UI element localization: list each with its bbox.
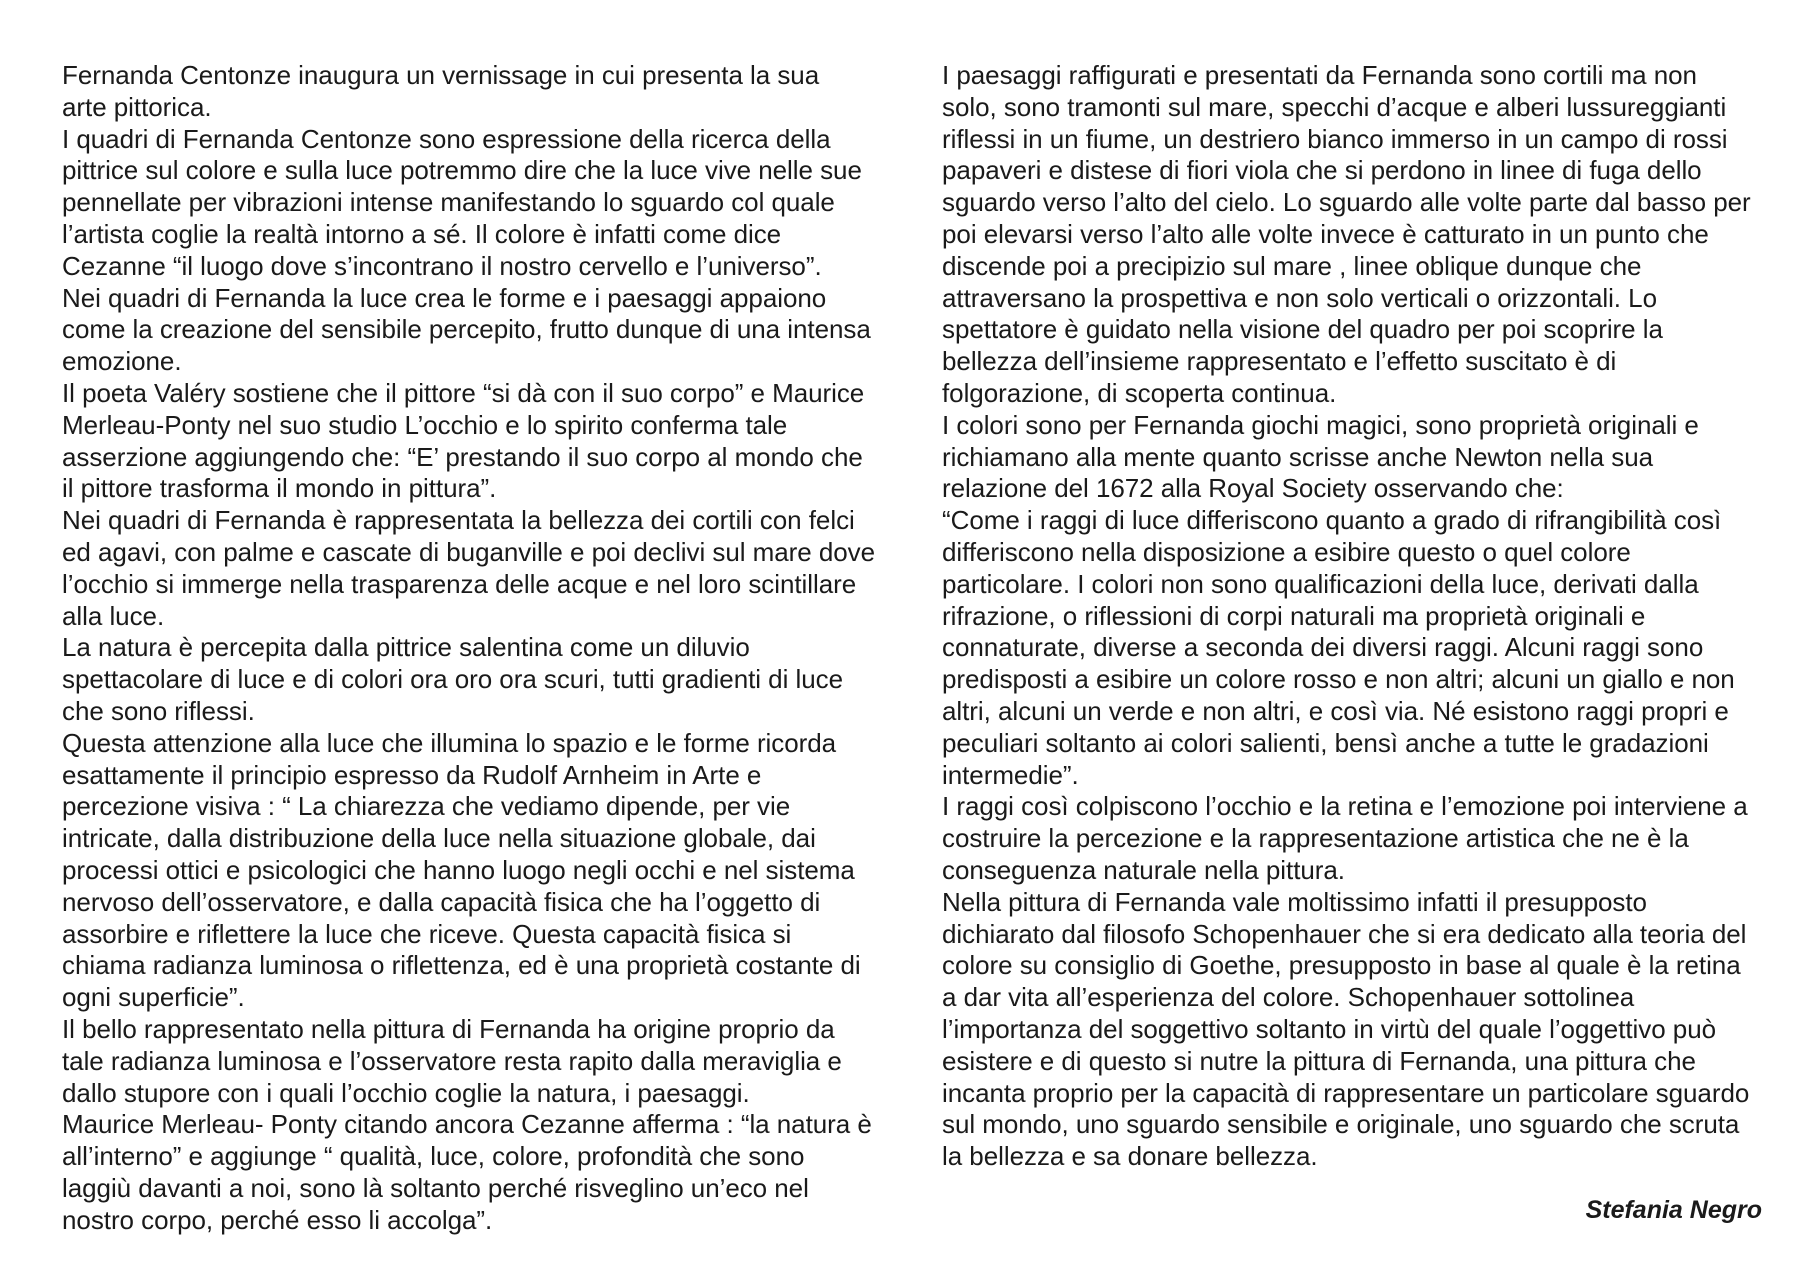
text-line: Nei quadri di Fernanda è rappresentata la bellezza dei cortili con felci <box>62 505 855 536</box>
text-line: “Come i raggi di luce differiscono quanto a grado di rifrangibilità così <box>942 505 1722 536</box>
text-line: Il bello rappresentato nella pittura di Fernanda ha origine proprio da <box>62 1013 835 1044</box>
text-line: la bellezza e sa donare bellezza. <box>942 1141 1318 1172</box>
text-line: pennellate per vibrazioni intense manifestando lo sguardo col quale <box>62 187 835 218</box>
text-line: Fernanda Centonze inaugura un vernissage in cui presenta la sua <box>62 60 820 90</box>
author-signature: Stefania Negro <box>1585 1196 1762 1224</box>
text-line: incanta proprio per la capacità di rappresentare un particolare sguardo <box>942 1077 1750 1108</box>
right-text-column <box>942 60 1767 1173</box>
text-line: nostro corpo, perché esso li accolga”. <box>62 1204 493 1235</box>
text-line: ed agavi, con palme e cascate di buganville e poi declivi sul mare dove <box>62 536 876 567</box>
text-line: Merleau-Ponty nel suo studio L’occhio e lo spirito conferma tale <box>62 409 788 440</box>
text-line: il pittore trasforma il mondo in pittura”. <box>62 473 497 504</box>
text-line: all’interno” e aggiunge “ qualità, luce, colore, profondità che sono <box>62 1141 805 1172</box>
text-line: dichiarato dal filosofo Schopenhauer che si era dedicato alla teoria del <box>942 918 1747 949</box>
text-line: colore su consiglio di Goethe, presupposto in base al quale è la retina <box>942 950 1741 981</box>
text-line: assorbire e riflettere la luce che riceve. Questa capacità fisica si <box>62 918 792 949</box>
text-line: sguardo verso l’alto del cielo. Lo sguardo alle volte parte dal basso per <box>942 187 1751 218</box>
text-line: chiama radianza luminosa o riflettenza, ed è una proprietà costante di <box>62 950 861 981</box>
text-line: ogni superficie”. <box>62 982 245 1013</box>
text-line: spettatore è guidato nella visione del quadro per poi scoprire la <box>942 314 1663 345</box>
text-line: La natura è percepita dalla pittrice salentina come un diluvio <box>62 632 750 663</box>
text-line: Nella pittura di Fernanda vale moltissimo infatti il presupposto <box>942 886 1647 917</box>
text-line: I raggi così colpiscono l’occhio e la retina e l’emozione poi interviene a <box>942 791 1748 822</box>
text-line: nervoso dell’osservatore, e dalla capacità fisica che ha l’oggetto di <box>62 886 821 917</box>
text-line: che sono riflessi. <box>62 695 255 726</box>
text-line: alla luce. <box>62 600 165 631</box>
text-line: rifrazione, o riflessioni di corpi naturali ma proprietà originali e <box>942 600 1646 631</box>
text-line: I colori sono per Fernanda giochi magici, sono proprietà originali e <box>942 409 1699 440</box>
text-line: pittrice sul colore e sulla luce potremmo dire che la luce vive nelle sue <box>62 155 862 186</box>
text-line: bellezza dell’insieme rappresentato e l’effetto suscitato è di <box>942 346 1617 377</box>
text-line: relazione del 1672 alla Royal Society osservando che: <box>942 473 1564 504</box>
text-line: laggiù davanti a noi, sono là soltanto perché risveglino un’eco nel <box>62 1172 809 1203</box>
text-line: Nei quadri di Fernanda la luce crea le forme e i paesaggi appaiono <box>62 282 827 313</box>
text-line: asserzione aggiungendo che: “E’ prestando il suo corpo al mondo che <box>62 441 863 472</box>
text-line: Cezanne “il luogo dove s’incontrano il nostro cervello e l’universo”. <box>62 250 822 281</box>
text-line: intermedie”. <box>942 759 1079 790</box>
text-line: folgorazione, di scoperta continua. <box>942 377 1337 408</box>
text-line: arte pittorica. <box>62 91 212 122</box>
text-line: percezione visiva : “ La chiarezza che vediamo dipende, per vie <box>62 791 791 822</box>
text-line: conseguenza naturale nella pittura. <box>942 854 1345 885</box>
text-line: l’occhio si immerge nella trasparenza delle acque e nel loro scintillare <box>62 568 857 599</box>
text-line: peculiari soltanto ai colori salienti, bensì anche a tutte le gradazioni <box>942 727 1709 758</box>
text-line: predisposti a esibire un colore rosso e non altri; alcuni un giallo e non <box>942 664 1735 695</box>
text-line: altri, alcuni un verde e non altri, e così via. Né esistono raggi propri e <box>942 695 1729 726</box>
text-line: a dar vita all’esperienza del colore. Schopenhauer sottolinea <box>942 982 1635 1013</box>
text-line: solo, sono tramonti sul mare, specchi d’acque e alberi lussureggianti <box>942 91 1727 122</box>
text-line: come la creazione del sensibile percepito, frutto dunque di una intensa <box>62 314 871 345</box>
text-line: differiscono nella disposizione a esibire questo o quel colore <box>942 536 1631 567</box>
text-line: richiamano alla mente quanto scrisse anche Newton nella sua <box>942 441 1654 472</box>
text-line: intricate, dalla distribuzione della luce nella situazione globale, dai <box>62 823 816 854</box>
text-line: dallo stupore con i quali l’occhio coglie la natura, i paesaggi. <box>62 1077 750 1108</box>
text-line: I paesaggi raffigurati e presentati da Fernanda sono cortili ma non <box>942 60 1697 90</box>
text-line: processi ottici e psicologici che hanno luogo negli occhi e nel sistema <box>62 854 855 885</box>
text-line: sul mondo, uno sguardo sensibile e originale, uno sguardo che scruta <box>942 1109 1740 1140</box>
text-line: l’importanza del soggettivo soltanto in virtù del quale l’oggettivo può <box>942 1013 1717 1044</box>
left-text-column <box>62 60 887 1236</box>
text-line: emozione. <box>62 346 182 377</box>
text-line: connaturate, diverse a seconda dei diversi raggi. Alcuni raggi sono <box>942 632 1704 663</box>
text-line: tale radianza luminosa e l’osservatore resta rapito dalla meraviglia e <box>62 1045 842 1076</box>
text-line: riflessi in un fiume, un destriero bianco immerso in un campo di rossi <box>942 123 1728 154</box>
text-line: Maurice Merleau- Ponty citando ancora Cezanne afferma : “la natura è <box>62 1109 872 1140</box>
text-line: l’artista coglie la realtà intorno a sé. Il colore è infatti come dice <box>62 218 782 249</box>
text-line: esattamente il principio espresso da Rudolf Arnheim in Arte e <box>62 759 762 790</box>
text-line: Il poeta Valéry sostiene che il pittore “si dà con il suo corpo” e Maurice <box>62 377 865 408</box>
text-line: attraversano la prospettiva e non solo verticali o orizzontali. Lo <box>942 282 1657 313</box>
text-line: I quadri di Fernanda Centonze sono espressione della ricerca della <box>62 123 831 154</box>
text-line: esistere e di questo si nutre la pittura di Fernanda, una pittura che <box>942 1045 1696 1076</box>
text-line: particolare. I colori non sono qualificazioni della luce, derivati dalla <box>942 568 1699 599</box>
text-line: Questa attenzione alla luce che illumina lo spazio e le forme ricorda <box>62 727 837 758</box>
text-line: papaveri e distese di fiori viola che si perdono in linee di fuga dello <box>942 155 1702 186</box>
text-line: discende poi a precipizio sul mare , linee oblique dunque che <box>942 250 1642 281</box>
text-line: poi elevarsi verso l’alto alle volte invece è catturato in un punto che <box>942 218 1709 249</box>
text-line: costruire la percezione e la rappresentazione artistica che ne è la <box>942 823 1689 854</box>
text-line: spettacolare di luce e di colori ora oro ora scuri, tutti gradienti di luce <box>62 664 843 695</box>
